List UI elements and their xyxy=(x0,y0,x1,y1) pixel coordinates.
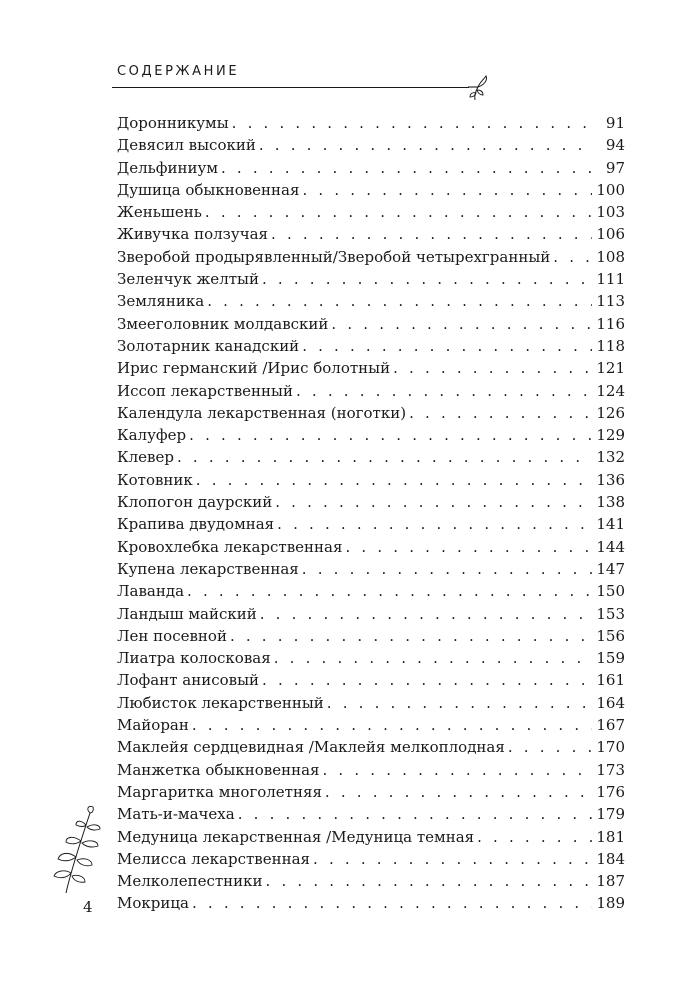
toc-entry-page: 108 xyxy=(596,247,625,266)
toc-entry-title: Доронникумы xyxy=(117,114,229,132)
leaf-ornament-icon xyxy=(464,74,494,104)
toc-entry xyxy=(117,669,625,691)
toc-entry-title: Золотарник канадский xyxy=(117,336,300,355)
toc-entry xyxy=(117,781,625,803)
toc-dot-leader xyxy=(302,179,592,201)
toc-entry-page: 147 xyxy=(596,559,625,578)
toc-entry xyxy=(117,179,625,201)
toc-entry-title: Клевер xyxy=(117,448,174,467)
toc-entry xyxy=(117,380,625,402)
toc-entry-page: 153 xyxy=(596,604,625,623)
toc-dot-leader xyxy=(205,201,592,223)
toc-entry-title: Купена лекарственная xyxy=(117,559,299,578)
page-number: 4 xyxy=(83,898,93,916)
toc-entry-title: Маргаритка многолетняя xyxy=(117,782,322,801)
toc-dot-leader xyxy=(196,469,593,491)
toc-entry-page: 103 xyxy=(596,203,625,222)
toc-entry-title: Иссоп лекарственный xyxy=(117,381,293,400)
toc-entry-title: Змееголовник молдавский xyxy=(117,314,329,333)
toc-dot-leader xyxy=(238,803,593,825)
toc-entry xyxy=(117,402,625,424)
toc-entry xyxy=(117,268,625,290)
toc-entry-page: 150 xyxy=(596,582,625,601)
toc-entry xyxy=(117,424,625,446)
toc-entry xyxy=(117,870,625,892)
toc-entry-title: Мелколепестники xyxy=(117,872,263,891)
toc-entry-title: Мокрица xyxy=(117,894,189,913)
toc-entry-page: 161 xyxy=(596,671,625,690)
toc-dot-leader xyxy=(274,647,593,669)
toc-entry-page: 167 xyxy=(596,716,625,735)
toc-entry xyxy=(117,357,625,379)
toc-entry xyxy=(117,246,625,268)
toc-entry-title: Мать-и-мачеха xyxy=(117,805,235,824)
toc-entry-page: 173 xyxy=(596,760,625,779)
toc-entry-page: 124 xyxy=(596,381,625,400)
toc-entry-title: Женьшень xyxy=(117,203,202,222)
toc-entry-page: 111 xyxy=(596,270,625,289)
toc-dot-leader xyxy=(302,335,592,357)
toc-entry-page: 94 xyxy=(605,136,625,155)
toc-entry-title: Маклейя сердцевидная /Маклейя мелкоплодная xyxy=(117,738,505,757)
toc-entry-title: Любисток лекарственный xyxy=(117,693,324,712)
toc-entry-title: Лен посевной xyxy=(117,626,227,645)
toc-dot-leader xyxy=(313,848,592,870)
toc-entry xyxy=(117,469,625,491)
toc-entry-page: 184 xyxy=(596,849,625,868)
toc-dot-leader xyxy=(262,669,592,691)
toc-entry-title: Зеленчук желтый xyxy=(117,270,259,289)
toc-entry-page: 126 xyxy=(596,403,625,422)
toc-entry xyxy=(117,201,625,223)
toc-entry-title: Калуфер xyxy=(117,426,187,445)
section-heading: СОДЕРЖАНИЕ xyxy=(117,64,240,79)
toc-entry-title: Ирис германский /Ирис болотный xyxy=(117,359,391,378)
toc-entry xyxy=(117,692,625,714)
toc-entry-title: Майоран xyxy=(117,716,189,735)
toc-entry-page: 170 xyxy=(596,738,625,757)
toc-entry-page: 132 xyxy=(596,448,625,467)
toc-entry-page: 176 xyxy=(596,782,625,801)
toc-entry-page: 164 xyxy=(596,693,625,712)
toc-entry-page: 118 xyxy=(596,336,625,355)
toc-entry-page: 156 xyxy=(596,626,625,645)
toc-entry-page: 106 xyxy=(596,225,625,244)
toc-entry xyxy=(117,223,625,245)
toc-dot-leader xyxy=(327,692,593,714)
toc-dot-leader xyxy=(302,558,593,580)
toc-entry xyxy=(117,290,625,312)
toc-dot-leader xyxy=(271,223,592,245)
toc-entry-title: Лаванда xyxy=(117,582,185,601)
toc-dot-leader xyxy=(277,513,592,535)
toc-dot-leader xyxy=(323,759,593,781)
toc-entry-page: 113 xyxy=(596,292,625,311)
toc-dot-leader xyxy=(187,580,592,602)
toc-entry-page: 144 xyxy=(596,537,625,556)
toc-entry-title: Крапива двудомная xyxy=(117,515,275,534)
toc-entry-page: 121 xyxy=(596,359,625,378)
toc-entry-title: Земляника xyxy=(117,292,205,311)
toc-entry xyxy=(117,736,625,758)
toc-entry xyxy=(117,335,625,357)
toc-entry-title: Дельфиниум xyxy=(117,158,218,177)
toc-entry xyxy=(117,759,625,781)
toc-entry-title: Девясил высокий xyxy=(117,136,256,155)
toc-entry xyxy=(117,134,625,156)
toc-entry-title: Душица обыкновенная xyxy=(117,180,300,199)
toc-entry-title: Кровохлебка лекарственная xyxy=(117,537,343,556)
toc-entry xyxy=(117,446,625,468)
toc-dot-leader xyxy=(221,157,595,179)
toc-entry-page: 138 xyxy=(596,493,625,512)
toc-dot-leader xyxy=(409,402,592,424)
toc-entry-page: 129 xyxy=(596,426,625,445)
toc-entry-page: 179 xyxy=(596,805,625,824)
toc-entry-title: Ландыш майский xyxy=(117,604,257,623)
toc-entry xyxy=(117,580,625,602)
toc-entry-page: 136 xyxy=(596,470,625,489)
toc-entry xyxy=(117,513,625,535)
toc-dot-leader xyxy=(192,892,592,914)
toc-entry xyxy=(117,803,625,825)
toc-dot-leader xyxy=(553,246,592,268)
toc-dot-leader xyxy=(232,112,595,134)
toc-dot-leader xyxy=(296,380,592,402)
toc-entry xyxy=(117,892,625,914)
toc-entry xyxy=(117,313,625,335)
toc-dot-leader xyxy=(259,134,595,156)
toc-entry-page: 141 xyxy=(596,515,625,534)
toc-dot-leader xyxy=(192,714,592,736)
toc-entry xyxy=(117,826,625,848)
toc-dot-leader xyxy=(266,870,593,892)
toc-dot-leader xyxy=(331,313,592,335)
toc-entry-title: Медуница лекарственная /Медуница темная xyxy=(117,827,475,846)
toc-dot-leader xyxy=(230,625,592,647)
table-of-contents xyxy=(117,112,625,915)
toc-entry xyxy=(117,647,625,669)
toc-entry-page: 187 xyxy=(596,872,625,891)
toc-entry xyxy=(117,536,625,558)
toc-dot-leader xyxy=(477,826,592,848)
toc-entry xyxy=(117,157,625,179)
toc-dot-leader xyxy=(260,603,593,625)
toc-entry-page: 181 xyxy=(596,827,625,846)
toc-entry xyxy=(117,848,625,870)
toc-entry-title: Зверобой продырявленный/Зверобой четырехгранный xyxy=(117,247,551,266)
toc-entry xyxy=(117,603,625,625)
toc-entry-page: 116 xyxy=(596,314,625,333)
toc-entry-title: Лиатра колосковая xyxy=(117,649,271,668)
toc-dot-leader xyxy=(345,536,592,558)
toc-entry-page: 97 xyxy=(605,158,625,177)
toc-entry-page: 91 xyxy=(605,114,625,132)
toc-entry-title: Живучка ползучая xyxy=(117,225,269,244)
toc-dot-leader xyxy=(189,424,592,446)
heading-rule xyxy=(112,87,469,88)
toc-entry-title: Клопогон даурский xyxy=(117,493,273,512)
toc-entry-title: Календула лекарственная (ноготки) xyxy=(117,403,407,422)
toc-dot-leader xyxy=(207,290,592,312)
toc-entry-page: 189 xyxy=(596,894,625,913)
toc-entry xyxy=(117,625,625,647)
toc-dot-leader xyxy=(177,446,592,468)
toc-entry-title: Манжетка обыкновенная xyxy=(117,760,320,779)
toc-dot-leader xyxy=(393,357,592,379)
toc-entry xyxy=(117,112,625,134)
toc-entry-title: Мелисса лекарственная xyxy=(117,849,311,868)
toc-entry-page: 100 xyxy=(596,180,625,199)
toc-entry-title: Котовник xyxy=(117,470,193,489)
toc-entry-page: 159 xyxy=(596,649,625,668)
toc-dot-leader xyxy=(508,736,593,758)
toc-dot-leader xyxy=(275,491,592,513)
toc-entry-title: Лофант анисовый xyxy=(117,671,260,690)
toc-entry xyxy=(117,558,625,580)
toc-dot-leader xyxy=(262,268,592,290)
toc-dot-leader xyxy=(325,781,592,803)
toc-entry xyxy=(117,491,625,513)
plant-sprig-icon xyxy=(46,805,106,895)
toc-entry xyxy=(117,714,625,736)
